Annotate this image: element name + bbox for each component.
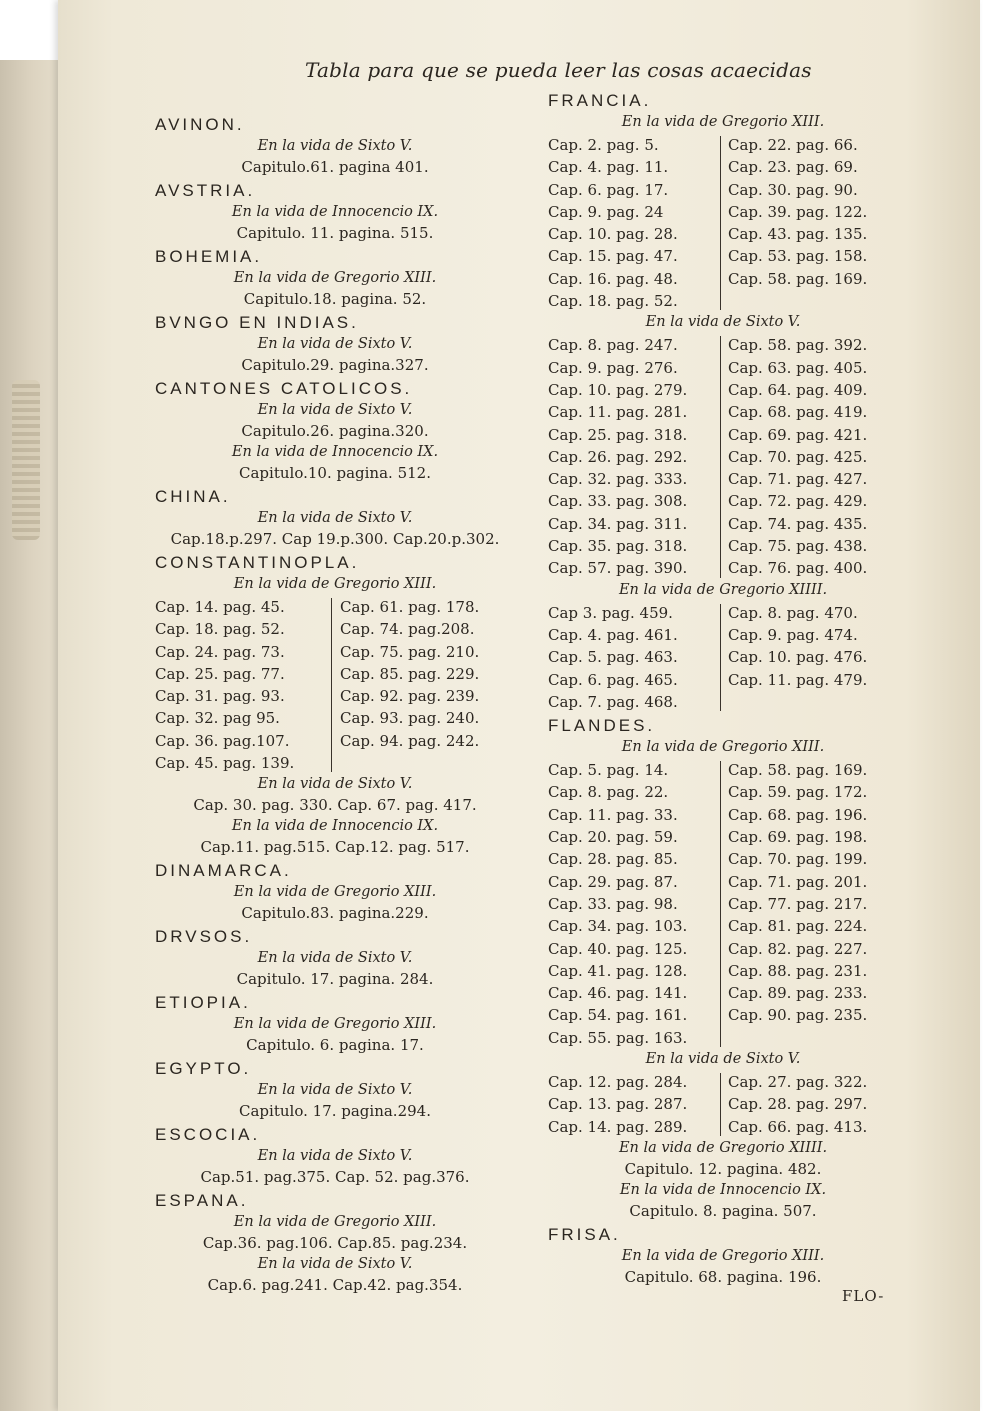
reference-item: Cap. 58. pag. 169. [728,761,868,780]
index-column-left [155,112,515,1296]
reference-item: Cap. 55. pag. 163. [548,1028,688,1047]
reference-item: Cap. 34. pag. 103. [548,917,688,936]
reference-item: Cap. 41. pag. 128. [548,961,688,980]
index-entry [548,90,898,713]
reference-item: Cap. 43. pag. 135. [728,225,868,244]
reference-item: Cap. 69. pag. 421. [728,425,868,444]
reference-item: Cap. 34. pag. 311. [548,514,688,533]
reference-item: Cap. 26. pag. 292. [548,447,688,466]
reference-columns [548,602,898,713]
reference-item: Cap. 32. pag. 333. [548,470,688,489]
vida-heading: En la vida de Sixto V. [257,402,413,418]
vida-heading: En la vida de Gregorio XIII. [233,576,437,592]
index-entry [155,1190,515,1296]
index-entry [155,180,515,244]
index-entry [548,715,898,1222]
place-heading: FRISA. [548,1224,621,1244]
vida-heading: En la vida de Sixto V. [257,1256,413,1273]
reference-list-left [155,596,330,774]
place-heading: FLANDES. [548,716,656,736]
reference-line: Cap.18.p.297. Cap 19.p.300. Cap.20.p.302. [170,530,500,548]
reference-line: Capitulo.26. pagina.320. [241,422,429,440]
reference-list-left [548,759,718,1049]
reference-item: Cap. 15. pag. 47. [548,247,678,266]
reference-item: Cap. 16. pag. 48. [548,269,678,288]
reference-item: Cap. 36. pag.107. [155,731,290,750]
reference-item: Cap. 68. pag. 196. [728,805,868,824]
reference-line: Cap.51. pag.375. Cap. 52. pag.376. [200,1168,470,1187]
index-entry [155,992,515,1056]
page-header: Tabla para que se pueda leer las cosas acaecidas [305,58,812,82]
reference-item: Cap. 8. pag. 22. [548,783,669,802]
reference-item: Cap. 5. pag. 463. [548,648,678,667]
place-heading: CANTONES CATOLICOS. [155,379,413,398]
reference-item: Cap. 29. pag. 87. [548,872,678,891]
reference-item: Cap. 90. pag. 235. [728,1006,868,1025]
reference-line: Capitulo.29. pagina.327. [241,356,429,374]
reference-line: Capitulo. 17. pagina.294. [239,1102,431,1121]
vida-heading: En la vida de Gregorio XIII. [621,1247,825,1264]
reference-item: Cap. 77. pag. 217. [728,894,868,913]
reference-item: Cap. 6. pag. 465. [548,670,678,689]
vida-heading: En la vida de Innocencio IX. [231,444,439,460]
index-entry [548,1224,898,1288]
reference-item: Cap. 7. pag. 468. [548,692,678,711]
reference-item: Cap. 57. pag. 390. [548,559,688,578]
reference-item: Cap. 45. pag. 139. [155,754,295,773]
reference-list-left [548,134,718,312]
reference-columns [155,596,515,774]
vida-heading: En la vida de Sixto V. [257,1148,413,1165]
reference-item: Cap. 88. pag. 231. [728,961,868,980]
reference-line: Capitulo. 11. pagina. 515. [236,224,434,242]
reference-item: Cap. 75. pag. 438. [728,537,868,556]
vida-heading: En la vida de Gregorio XIII. [621,739,825,756]
place-heading: DINAMARCA. [155,861,292,881]
reference-item: Cap. 94. pag. 242. [340,731,480,750]
reference-list-left [548,602,718,713]
vida-heading: En la vida de Sixto V. [257,138,413,154]
reference-item: Cap. 33. pag. 308. [548,492,688,511]
index-entry [155,114,515,178]
reference-item: Cap. 66. pag. 413. [728,1117,868,1136]
reference-list-right [330,596,515,774]
reference-columns [548,334,898,579]
reference-item: Cap. 11. pag. 281. [548,403,688,422]
place-heading: BOHEMIA. [155,247,263,266]
reference-item: Cap. 68. pag. 419. [728,403,868,422]
vida-heading: En la vida de Sixto V. [257,950,413,967]
reference-list-right [718,1071,898,1138]
vida-heading: En la vida de Innocencio IX. [231,818,439,835]
reference-item: Cap. 20. pag. 59. [548,828,678,847]
reference-line: Cap. 30. pag. 330. Cap. 67. pag. 417. [193,796,477,815]
reference-item: Cap. 59. pag. 172. [728,783,868,802]
reference-item: Cap. 82. pag. 227. [728,939,868,958]
reference-item: Cap. 9. pag. 276. [548,358,678,377]
reference-item: Cap. 4. pag. 11. [548,158,669,177]
vida-heading: En la vida de Sixto V. [257,776,413,793]
reference-item: Cap. 69. pag. 198. [728,828,868,847]
reference-list-right [718,602,898,713]
vida-heading: En la vida de Gregorio XIII. [233,1214,437,1231]
reference-item: Cap. 6. pag. 17. [548,180,669,199]
vida-heading: En la vida de Sixto V. [257,510,413,526]
index-entry [155,1058,515,1122]
index-entry [155,486,515,550]
reference-item: Cap. 35. pag. 318. [548,537,688,556]
reference-item: Cap. 10. pag. 28. [548,225,678,244]
index-entry [155,378,515,484]
reference-item: Cap. 4. pag. 461. [548,625,678,644]
reference-columns [548,1071,898,1138]
reference-line: Capitulo.18. pagina. 52. [243,290,427,308]
reference-line: Capitulo. 68. pagina. 196. [624,1267,822,1286]
reference-line: Capitulo.83. pagina.229. [241,904,429,923]
vida-heading: En la vida de Gregorio XIII. [621,114,825,130]
place-heading: DRVSOS. [155,927,253,947]
place-heading: ETIOPIA. [155,993,251,1013]
reference-item: Cap. 70. pag. 425. [728,447,868,466]
index-entry [155,926,515,990]
reference-line: Capitulo. 12. pagina. 482. [624,1159,822,1178]
reference-list-right [718,759,898,1049]
vida-heading: En la vida de Gregorio XIIII. [618,581,828,598]
reference-item: Cap. 30. pag. 90. [728,180,858,199]
reference-item: Cap. 8. pag. 470. [728,603,858,622]
place-heading: FRANCIA. [548,91,652,110]
reference-item: Cap. 18. pag. 52. [548,292,678,311]
reference-item: Cap. 14. pag. 289. [548,1117,688,1136]
reference-item: Cap. 71. pag. 427. [728,470,868,489]
reference-item: Cap. 89. pag. 233. [728,984,868,1003]
reference-item: Cap. 58. pag. 169. [728,269,868,288]
reference-item: Cap. 81. pag. 224. [728,917,868,936]
reference-item: Cap. 5. pag. 14. [548,761,669,780]
reference-item: Cap. 9. pag. 24 [548,202,664,221]
reference-item: Cap. 76. pag. 400. [728,559,868,578]
reference-item: Cap. 22. pag. 66. [728,136,858,154]
vida-heading: En la vida de Innocencio IX. [231,204,439,220]
index-column-right [548,88,898,1288]
reference-item: Cap 3. pag. 459. [548,603,673,622]
place-heading: ESCOCIA. [155,1125,261,1145]
reference-item: Cap. 33. pag. 98. [548,894,678,913]
vida-heading: En la vida de Gregorio XIIII. [618,1139,828,1156]
index-entry [155,552,515,858]
reference-item: Cap. 25. pag. 77. [155,664,285,683]
reference-line: Capitulo. 6. pagina. 17. [246,1036,424,1055]
reference-list-right [718,134,898,312]
reference-item: Cap. 11. pag. 33. [548,805,678,824]
place-heading: EGYPTO. [155,1059,252,1079]
reference-item: Cap. 64. pag. 409. [728,380,868,399]
reference-item: Cap. 85. pag. 229. [340,664,480,683]
reference-columns [548,134,898,312]
index-entry [155,246,515,310]
place-heading: AVINON. [155,115,245,134]
catchword: FLO- [842,1287,885,1305]
reference-item: Cap. 31. pag. 93. [155,687,285,706]
reference-item: Cap. 63. pag. 405. [728,358,868,377]
reference-item: Cap. 28. pag. 85. [548,850,678,869]
reference-item: Cap. 2. pag. 5. [548,136,659,154]
reference-item: Cap. 74. pag.208. [340,620,475,639]
reference-columns [548,759,898,1049]
reference-item: Cap. 10. pag. 279. [548,380,688,399]
reference-item: Cap. 74. pag. 435. [728,514,868,533]
reference-item: Cap. 93. pag. 240. [340,709,480,728]
reference-item: Cap. 27. pag. 322. [728,1072,868,1091]
reference-item: Cap. 39. pag. 122. [728,202,868,221]
reference-item: Cap. 28. pag. 297. [728,1095,868,1114]
reference-line: Capitulo.10. pagina. 512. [239,464,431,482]
reference-item: Cap. 13. pag. 287. [548,1095,688,1114]
reference-item: Cap. 71. pag. 201. [728,872,868,891]
reference-item: Cap. 25. pag. 318. [548,425,688,444]
reference-item: Cap. 40. pag. 125. [548,939,688,958]
place-heading: CONSTANTINOPLA. [155,553,360,572]
vida-heading: En la vida de Gregorio XIII. [233,1016,437,1033]
reference-item: Cap. 14. pag. 45. [155,598,285,616]
place-heading: ESPANA. [155,1191,249,1211]
vida-heading: En la vida de Sixto V. [257,336,413,352]
place-heading: AVSTRIA. [155,181,256,200]
reference-item: Cap. 32. pag 95. [155,709,280,728]
place-heading: BVNGO EN INDIAS. [155,313,359,332]
reference-item: Cap. 8. pag. 247. [548,336,678,355]
reference-list-right [718,334,898,579]
index-entry [155,312,515,376]
reference-item: Cap. 12. pag. 284. [548,1072,688,1091]
vida-heading: En la vida de Gregorio XIII. [233,270,437,286]
reference-item: Cap. 11. pag. 479. [728,670,868,689]
reference-item: Cap. 70. pag. 199. [728,850,868,869]
reference-item: Cap. 75. pag. 210. [340,642,480,661]
reference-list-left [548,334,718,579]
reference-line: Capitulo. 8. pagina. 507. [629,1201,817,1220]
reference-item: Cap. 24. pag. 73. [155,642,285,661]
reference-line: Cap.11. pag.515. Cap.12. pag. 517. [200,838,470,857]
reference-item: Cap. 54. pag. 161. [548,1006,688,1025]
reference-item: Cap. 53. pag. 158. [728,247,868,266]
vida-heading: En la vida de Sixto V. [645,314,801,331]
vida-heading: En la vida de Gregorio XIII. [233,884,437,901]
index-entry [155,1124,515,1188]
reference-item: Cap. 18. pag. 52. [155,620,285,639]
reference-line: Capitulo. 17. pagina. 284. [236,970,434,989]
reference-item: Cap. 58. pag. 392. [728,336,868,355]
reference-line: Cap.6. pag.241. Cap.42. pag.354. [207,1276,463,1295]
reference-item: Cap. 23. pag. 69. [728,158,858,177]
reference-line: Capitulo.61. pagina 401. [241,158,429,176]
vida-heading: En la vida de Sixto V. [645,1050,801,1067]
reference-item: Cap. 10. pag. 476. [728,648,868,667]
index-entry [155,860,515,924]
reference-item: Cap. 72. pag. 429. [728,492,868,511]
reference-list-left [548,1071,718,1138]
place-heading: CHINA. [155,487,231,506]
reference-item: Cap. 61. pag. 178. [340,598,480,616]
reference-item: Cap. 9. pag. 474. [728,625,858,644]
vida-heading: En la vida de Sixto V. [257,1082,413,1099]
reference-line: Cap.36. pag.106. Cap.85. pag.234. [202,1234,468,1253]
vida-heading: En la vida de Innocencio IX. [619,1181,827,1198]
reference-item: Cap. 92. pag. 239. [340,687,480,706]
reference-item: Cap. 46. pag. 141. [548,984,688,1003]
